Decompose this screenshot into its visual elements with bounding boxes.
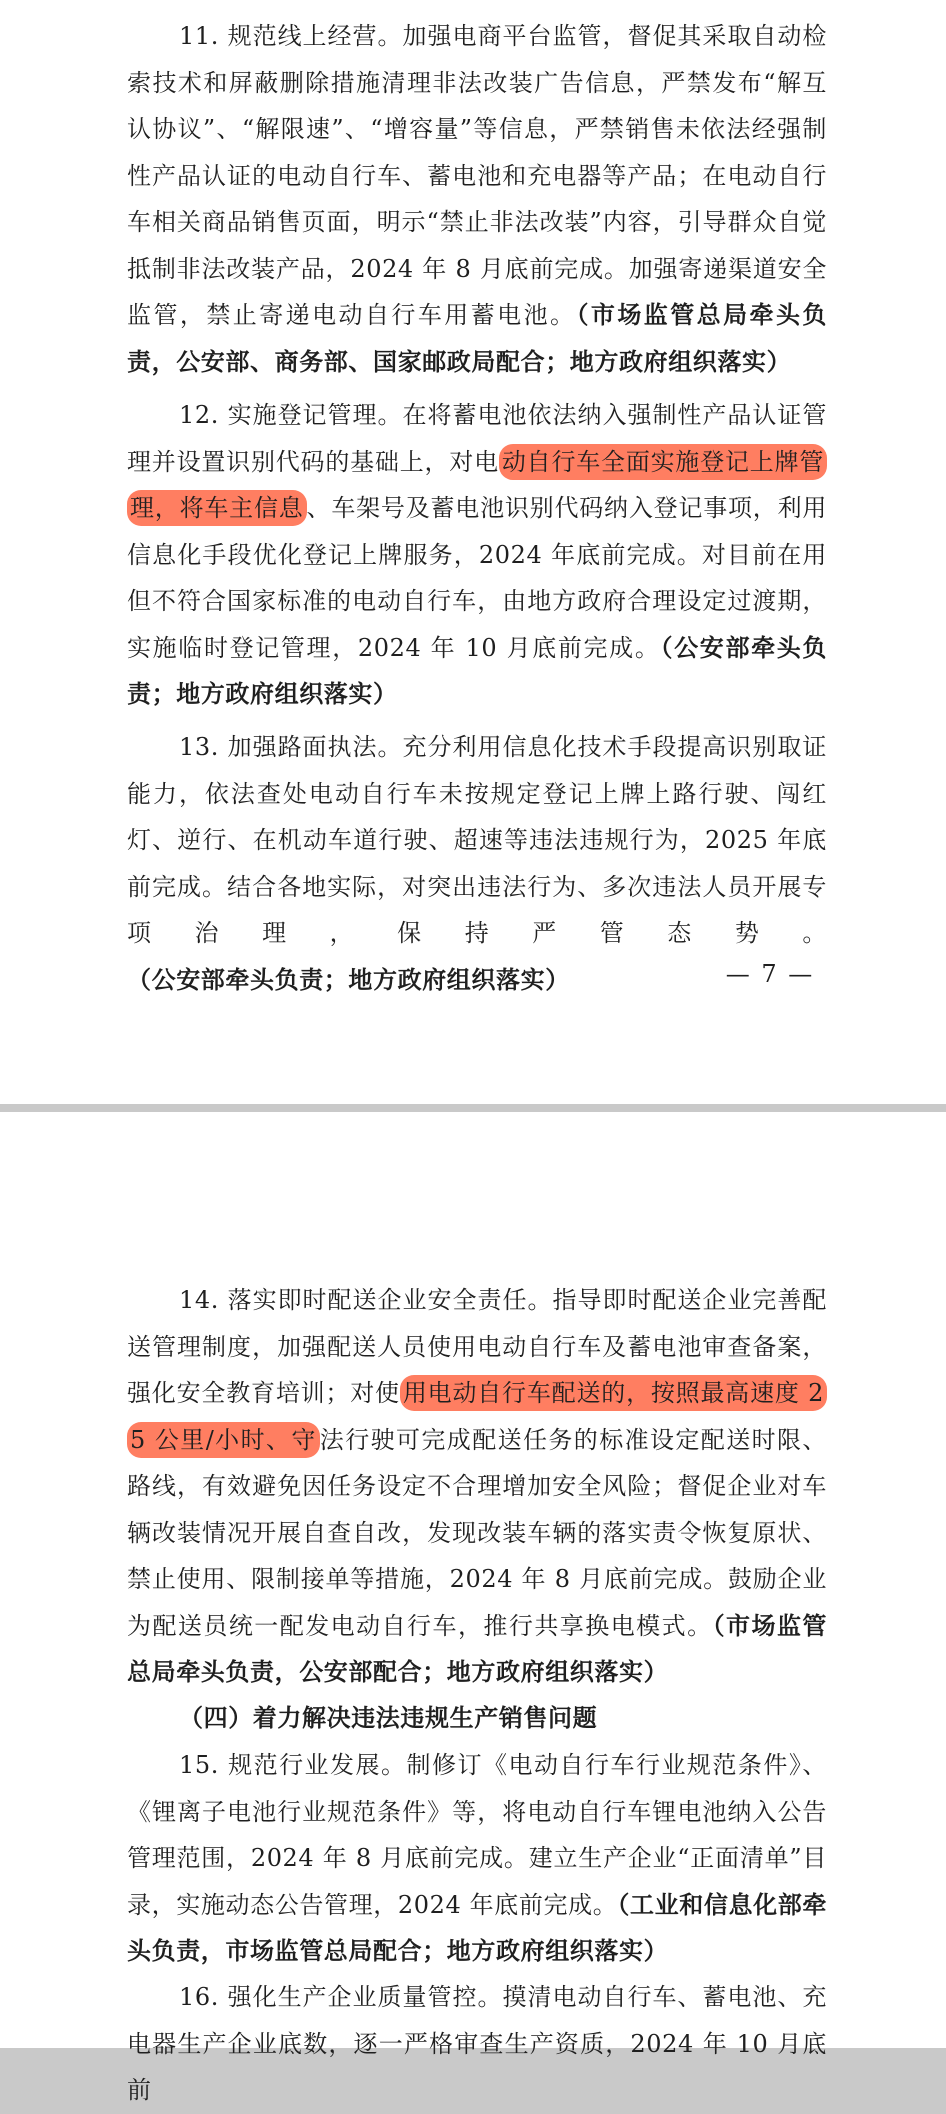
paragraph-item-14 [127,1277,827,1696]
item-14-text-after: 法行驶可完成配送任务的标准设定配送时限、路线，有效避免因任务设定不合理增加安全风险；督促企业对车辆改装情况开展自查自改，发现改装车辆的落实责令恢复原状、禁止使用、限制接单等措施，2024 年 8 月底前完成。鼓励企业为配送员统一配发电动自行车，推行共享换电模式。 [127,1425,828,1640]
paragraph-item-11 [127,13,827,385]
document-page-8 [0,1112,946,2104]
item-12-highlight: 动自行车全面实施登记上牌管理，将车主信息 [127,444,827,527]
item-12-text-after: 、车架号及蓄电池识别代码纳入登记事项，利用信息化手段优化登记上牌服务，2024 年底前完成。对目前在用但不符合国家标准的电动自行车，由地方政府合理设定过渡期，实施临时登记管理，2024 年 10 月底前完成。 [127,494,827,662]
section-4-heading: （四）着力解决违法违规生产销售问题 [179,1703,598,1732]
item-14-text-before: 14. 落实即时配送企业安全责任。指导即时配送企业完善配送管理制度，加强配送人员使用电动自行车及蓄电池审查备案，强化安全教育培训；对使 [127,1286,827,1407]
paragraph-item-16 [127,1974,827,2114]
paragraph-item-12 [127,392,827,718]
item-12-text-before: 12. 实施登记管理。在将蓄电池依法纳入强制性产品认证管理并设置识别代码的基础上，对电 [127,401,827,476]
item-15-text: 15. 规范行业发展。制修订《电动自行车行业规范条件》、《锂离子电池行业规范条件》等，将电动自行车锂电池纳入公告管理范围，2024 年 8 月底前完成。建立生产企业“正面清单”目录，实施动态公告管理，2024 年底前完成。 [127,1751,827,1919]
item-13-responsibility: （公安部牵头负责；地方政府组织落实） [127,964,570,994]
item-14-responsibility: （市场监管总局牵头负责，公安部配合；地方政府组织落实） [127,1610,827,1686]
item-15-responsibility: （工业和信息化部牵头负责，市场监管总局配合；地方政府组织落实） [127,1889,828,1965]
item-16-text: 16. 强化生产企业质量管控。摸清电动自行车、蓄电池、充电器生产企业底数，逐一严格审查生产资质，2024 年 10 月底前 [127,1983,827,2104]
paragraph-item-15 [127,1742,827,1975]
item-12-responsibility: （公安部牵头负责；地方政府组织落实） [127,632,827,708]
item-13-text: 13. 加强路面执法。充分利用信息化技术手段提高识别取证能力，依法查处电动自行车未按规定登记上牌上路行驶、闯红灯、逆行、在机动车道行驶、超速等违法违规行为，2025 年底前完成。结合各地实际，对突出违法行为、多次违法人员开展专项治理，保持严管态势。 [127,733,827,947]
item-14-highlight: 用电动自行车配送的，按照最高速度 25 公里/小时、守 [127,1375,827,1458]
page-number: — 7 — [725,960,815,988]
item-11-responsibility: （市场监管总局牵头负责，公安部、商务部、国家邮政局配合；地方政府组织落实） [127,300,827,376]
item-11-text: 11. 规范线上经营。加强电商平台监管，督促其采取自动检索技术和屏蔽删除措施清理非法改装广告信息，严禁发布“解互认协议”、“解限速”、“增容量”等信息，严禁销售未依法经强制性产品认证的电动自行车、蓄电池和充电器等产品；在电动自行车相关商品销售页面，明示“禁止非法改装”内容，引导群众自觉抵制非法改装产品，2024 年 8 月底前完成。加强寄递渠道安全监管，禁止寄递电动自行车用蓄电池。 [127,22,827,329]
